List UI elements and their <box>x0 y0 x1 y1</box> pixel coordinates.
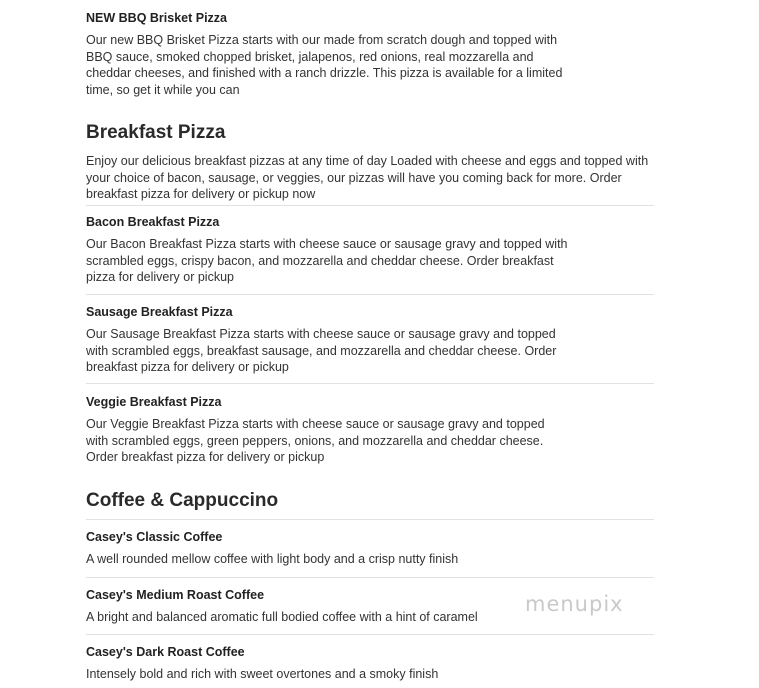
menu-item <box>86 529 654 568</box>
item-description: A well rounded mellow coffee with light body and a crisp nutty finish <box>86 552 459 566</box>
divider <box>86 519 654 520</box>
divider <box>86 383 654 384</box>
menu-item <box>86 10 654 98</box>
item-description: A bright and balanced aromatic full bodied coffee with a hint of caramel <box>86 610 478 624</box>
item-description: Our new BBQ Brisket Pizza starts with our made from scratch dough and topped with BBQ sauce, smoked chopped brisket, jalapenos, red onions, real mozzarella and cheddar cheeses, and finished with a ranch drizzle. This pizza is available for a limited time, so get it while you can <box>86 33 563 97</box>
divider <box>86 205 654 206</box>
menu-item <box>86 304 654 376</box>
item-title: Veggie Breakfast Pizza <box>86 395 222 409</box>
item-description: Our Veggie Breakfast Pizza starts with cheese sauce or sausage gravy and topped with scrambled eggs, green peppers, onions, and mozzarella and cheddar cheese. Order breakfast pizza for delivery or pickup <box>86 417 545 464</box>
menu-item <box>86 644 654 683</box>
item-description: Intensely bold and rich with sweet overtones and a smoky finish <box>86 667 439 681</box>
item-title: NEW BBQ Brisket Pizza <box>86 11 228 25</box>
divider <box>86 577 654 578</box>
item-title: Casey's Classic Coffee <box>86 530 223 544</box>
section-title: Breakfast Pizza <box>86 122 226 143</box>
divider <box>86 294 654 295</box>
item-title: Casey's Dark Roast Coffee <box>86 645 245 659</box>
menu-item <box>86 214 654 286</box>
item-title: Casey's Medium Roast Coffee <box>86 588 265 602</box>
item-description: Our Sausage Breakfast Pizza starts with cheese sauce or sausage gravy and topped with scrambled eggs, breakfast sausage, and mozzarella and cheddar cheese. Order breakfast pizza for delivery or pickup <box>86 327 557 374</box>
section-title: Coffee & Cappuccino <box>86 490 279 511</box>
section-description: Enjoy our delicious breakfast pizzas at any time of day Loaded with cheese and eggs and topped with your choice of bacon, sausage, or veggies, our pizzas will have you coming back for more. Order breakfast pizza for delivery or pickup now <box>86 154 649 201</box>
watermark-logo: menupix <box>525 592 624 616</box>
section-coffee <box>86 489 654 513</box>
divider <box>86 634 654 635</box>
section-breakfast <box>86 121 654 203</box>
menu-item <box>86 394 654 466</box>
item-description: Our Bacon Breakfast Pizza starts with cheese sauce or sausage gravy and topped with scrambled eggs, crispy bacon, and mozzarella and cheddar cheese. Order breakfast pizza for delivery or pickup <box>86 237 568 284</box>
item-title: Sausage Breakfast Pizza <box>86 305 233 319</box>
item-title: Bacon Breakfast Pizza <box>86 215 220 229</box>
